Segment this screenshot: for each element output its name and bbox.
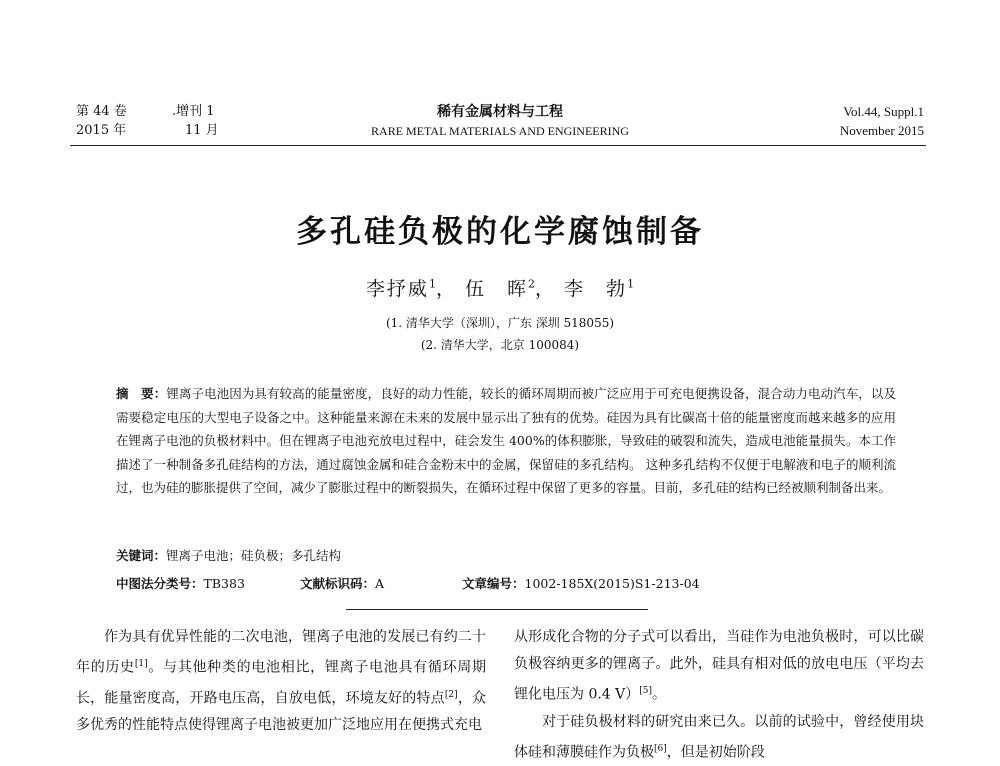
date-en: November 2015: [839, 123, 924, 138]
body-right-column: [514, 624, 924, 766]
citation: [2]: [444, 689, 458, 700]
journal-title-cn: 稀有金属材料与工程: [437, 104, 563, 120]
document-code: 文献标识码：A: [300, 576, 385, 591]
volume-label: 第 44 卷: [76, 104, 127, 119]
author-name: 李 勃: [564, 278, 628, 300]
bullet-dot: .: [172, 104, 177, 119]
paragraph: 从形成化合物的分子式可以看出，当硅作为电池负极时，可以比碳负极容纳更多的锂离子。此外，硅具有相对低的放电电压（平均去锂化电压为 0.4 V）[5]。: [514, 629, 924, 703]
keywords-label: 关键词：: [116, 548, 167, 563]
year-label: 2015 年: [76, 123, 127, 138]
keywords-text: 锂离子电池；硅负极；多孔结构: [166, 548, 342, 563]
author-list: 李抒威$^1$， 伍 晖$^2$， 李 勃$^1$: [365, 277, 635, 300]
article-number: 文章编号：1002-185X(2015)S1-213-04: [462, 576, 700, 591]
keywords: [116, 546, 341, 564]
supplement-label: .增刊 1: [172, 104, 215, 119]
abstract-label: 摘 要：: [116, 386, 167, 401]
affiliation-2: (2. 清华大学，北京 100084): [420, 338, 580, 352]
citation: [6]: [654, 743, 667, 754]
clc-number: 中图法分类号：TB383: [116, 576, 245, 591]
citation: [5]: [639, 686, 653, 696]
header-rule: [70, 145, 926, 146]
author-name: 李抒威: [365, 278, 429, 300]
body-left-column: [76, 624, 486, 739]
affiliation-1: (1. 清华大学（深圳），广东 深圳 518055): [385, 316, 615, 330]
journal-title-en: RARE METAL MATERIALS AND ENGINEERING: [371, 124, 629, 138]
paper-title: 多孔硅负极的化学腐蚀制备: [296, 214, 704, 250]
abstract-text: 锂离子电池因为具有较高的能量密度，良好的动力性能，较长的循环周期而被广泛应用于可充电便携设备，混合动力电动汽车，以及需要稳定电压的大型电子设备之中。这种能量来源在未来的发展中显示出了独有的优势。硅因为具有比碳高十倍的能量密度而越来越多的应用在锂离子电池的负极材料中。但在锂离子电池充放电过程中，硅会发生 400%的体积膨胀，导致硅的破裂和流失，造成电池能量损失。本工作描述了一种制备多孔硅结构的方法，通过腐蚀金属和硅合金粉末中的金属，保留硅的多孔结构。 这种多孔结构不仅便于电解液和电子的顺利流过，也为硅的膨胀提供了空间，减少了膨胀过程中的断裂损失，在循环过程中保留了更多的容量。目前，多孔硅的结构已经被顺利制备出来。: [116, 386, 896, 495]
paragraph: 对于硅负极材料的研究由来已久。以前的试验中，曾经使用块体硅和薄膜硅作为负极[6]，但是初始阶段: [514, 713, 924, 761]
citation: [1]: [134, 659, 148, 669]
month-label: 11 月: [185, 123, 219, 138]
author-name: 伍 晖: [464, 278, 528, 300]
section-divider: [346, 609, 648, 610]
volume-en: Vol.44, Suppl.1: [843, 104, 924, 119]
paragraph: 作为具有优异性能的二次电池，锂离子电池的发展已有约二十年的历史[1]。与其他种类的电池相比，锂离子电池具有循环周期长，能量密度高，开路电压高，自放电低，环境友好的特点[2]，众多优秀的性能特点使得锂离子电池被更加广泛地应用在便携式充电: [76, 629, 487, 734]
abstract: [116, 382, 896, 500]
